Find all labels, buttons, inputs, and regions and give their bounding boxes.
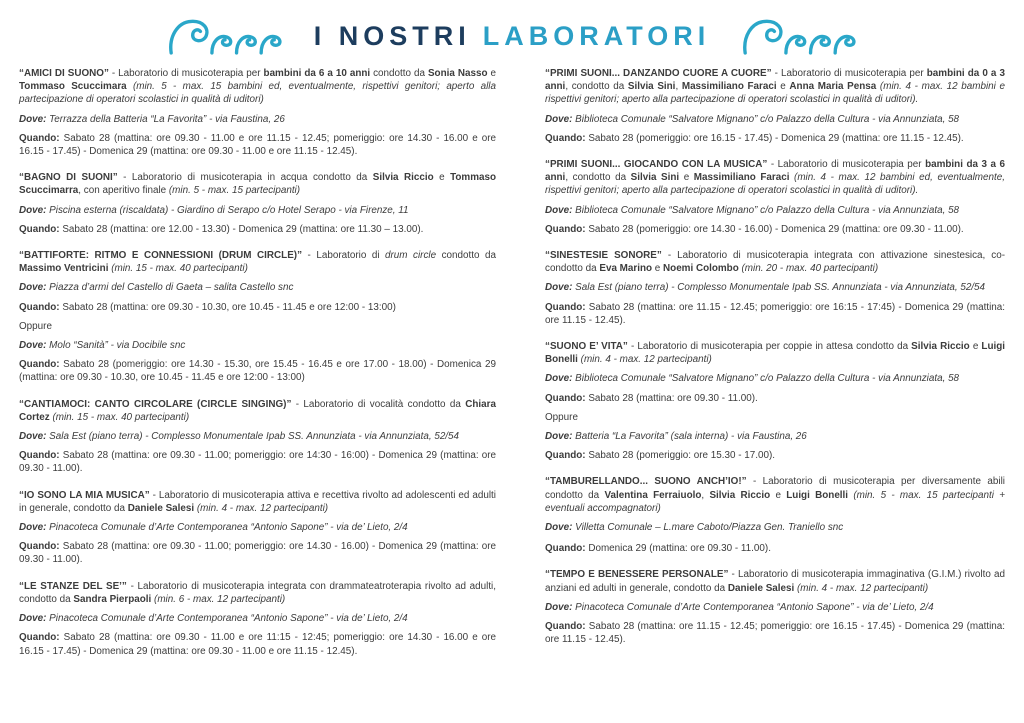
dove-paragraph xyxy=(545,113,1005,126)
text-run: , condotto da xyxy=(565,81,628,93)
workshop-section xyxy=(19,489,496,567)
text-run: Sabato 28 (mattina: ore 11.15 - 12.45; pomeriggio: ore 16.15 - 17.45) - Domenica 29 (mattina: ore 11.15 - 12.45). xyxy=(545,621,1005,646)
text-run: drum circle xyxy=(385,250,437,262)
workshop-section xyxy=(19,171,496,236)
text-run: Dove: xyxy=(19,204,47,216)
quando-paragraph xyxy=(545,620,1005,646)
text-run: e xyxy=(652,263,664,275)
text-run: Sabato 28 (mattina: ore 12.00 - 13.30) - Domenica 29 (mattina: ore 11.30 – 13.00). xyxy=(59,223,424,235)
text-run: bambini da 6 a 10 anni xyxy=(263,68,371,79)
text-run: Quando: xyxy=(19,359,60,371)
text-run: Eva Marino xyxy=(599,263,653,275)
dove-paragraph xyxy=(545,430,1005,443)
text-run: Sabato 28 (mattina: ore 11.15 - 12.45; pomeriggio: ore 16:15 - 17:45) - Domenica 29 (mattina: ore 11.15 - 12.45). xyxy=(545,301,1005,326)
text-run: Oppure xyxy=(19,320,52,332)
title-paragraph xyxy=(545,340,1005,366)
text-run: “SUONO E’ VITA” xyxy=(545,341,628,353)
text-run: e xyxy=(433,172,451,184)
text-run: - Laboratorio di musicoterapia immaginativa (G.I.M.) rivolto ad anziani ed adulti in generale, condotto da xyxy=(545,569,1005,594)
quando-paragraph xyxy=(545,392,1005,405)
workshop-section xyxy=(19,398,496,476)
quando-paragraph xyxy=(19,223,496,236)
dove-paragraph xyxy=(545,281,1005,294)
text-run: (min. 4 - max. 12 partecipanti) xyxy=(577,354,712,366)
quando-paragraph xyxy=(19,358,496,384)
text-run: Batteria “La Favorita” (sala interna) - via Faustina, 26 xyxy=(572,431,807,443)
text-run: , xyxy=(675,81,682,93)
quando-paragraph xyxy=(545,223,1005,236)
dove-paragraph xyxy=(545,601,1005,614)
text-run: Massimiliano Faraci xyxy=(681,81,777,93)
text-run: Quando: xyxy=(19,632,60,644)
title-paragraph xyxy=(545,475,1005,515)
text-run: Chiara Cortez xyxy=(19,398,496,423)
text-run: Biblioteca Comunale “Salvatore Mignano” c/o Palazzo della Cultura - via Annunziata, 58 xyxy=(572,204,960,216)
quando-paragraph xyxy=(545,132,1005,145)
text-run: condotto da xyxy=(436,250,496,262)
text-run: (min. 5 - max. 15 partecipanti + eventuali accompagnatori) xyxy=(545,489,1006,514)
dove-paragraph xyxy=(19,430,496,443)
text-run: Silvia Riccio xyxy=(911,341,970,353)
text-run: Dove: xyxy=(545,522,573,534)
workshop-section xyxy=(545,249,1005,327)
text-run: Quando: xyxy=(19,450,60,462)
title-paragraph xyxy=(545,158,1005,198)
dove-paragraph xyxy=(545,521,1005,534)
text-run: Luigi Bonelli xyxy=(786,489,849,501)
workshop-section xyxy=(19,67,496,158)
workshop-section xyxy=(545,158,1005,236)
text-run: Dove: xyxy=(545,373,573,385)
text-run: Sala Est (piano terra) - Complesso Monumentale Ipab SS. Annunziata - via Annunziata, 52/54 xyxy=(572,282,986,294)
text-run: - Laboratorio di musicoterapia attiva e recettiva rivolto ad adolescenti ed adulti in generale, condotto da xyxy=(19,489,496,514)
quando-paragraph xyxy=(545,542,1005,555)
text-run: Dove: xyxy=(19,282,47,294)
quando-paragraph xyxy=(545,449,1005,462)
title-paragraph xyxy=(19,580,496,606)
text-run: - Laboratorio di xyxy=(302,250,386,262)
text-run: Biblioteca Comunale “Salvatore Mignano” c/o Palazzo della Cultura - via Annunziata, 58 xyxy=(572,113,960,125)
right-column xyxy=(545,67,1005,671)
text-run: Molo “Sanità” - via Docibile snc xyxy=(46,340,186,352)
text-run: e xyxy=(776,81,790,93)
text-run: Piazza d’armi del Castello di Gaeta – salita Castello snc xyxy=(46,282,294,294)
text-run: Sabato 28 (mattina: ore 09.30 - 11.00). xyxy=(585,392,758,404)
text-run: Sabato 28 (mattina: ore 09.30 - 11.00; pomeriggio: ore 14:30 - 16:00) - Domenica 29 (mattina: ore 09.30 - 11.00). xyxy=(19,450,496,475)
text-run: (min. 6 - max. 12 partecipanti) xyxy=(151,593,286,605)
text-run: Sabato 28 (mattina: ore 09.30 - 11.00; pomeriggio: ore 14.30 - 16.00) - Domenica 29 (mattina: ore 09.30 - 11.00). xyxy=(19,541,496,566)
title-paragraph xyxy=(19,489,496,515)
title-part-light: LABORATORI xyxy=(482,20,711,51)
text-run: Sala Est (piano terra) - Complesso Monumentale Ipab SS. Annunziata - via Annunziata, 52/54 xyxy=(46,431,460,443)
text-run: Quando: xyxy=(19,541,60,553)
text-run: - Laboratorio di musicoterapia per xyxy=(767,159,926,171)
text-run: Silvia Riccio xyxy=(709,489,771,501)
workshop-section xyxy=(545,67,1005,145)
title-paragraph xyxy=(545,568,1005,594)
text-run: Quando: xyxy=(545,392,586,404)
text-run: “SINESTESIE SONORE” xyxy=(545,250,662,262)
text-run: Dove: xyxy=(19,113,47,125)
text-run: “LE STANZE DEL SE’” xyxy=(19,580,127,592)
text-run: Valentina Ferraiuolo xyxy=(604,489,702,501)
text-run: Biblioteca Comunale “Salvatore Mignano” c/o Palazzo della Cultura - via Annunziata, 58 xyxy=(572,373,960,385)
text-run: e xyxy=(487,68,496,79)
text-run: Quando: xyxy=(545,450,586,462)
text-run: Tommaso Scuccimarra xyxy=(19,172,496,197)
title-paragraph xyxy=(19,249,496,275)
text-run: e xyxy=(969,341,982,353)
text-run: Dove: xyxy=(19,431,47,443)
workshop-section xyxy=(19,580,496,658)
text-run: Dove: xyxy=(545,601,573,613)
text-run: Sabato 28 (pomeriggio: ore 14.30 - 15.30, ore 15.45 - 16.45 e ore 17.00 - 18.00) - Domenica 29 (mattina: ore 09.30 - 10.30, ore 10.45 - 11.45 e ore 12:00 - 13:00) xyxy=(19,359,496,384)
text-run: “IO SONO LA MIA MUSICA” xyxy=(19,489,150,501)
text-run: Dove: xyxy=(19,613,47,625)
text-run: Pinacoteca Comunale d’Arte Contemporanea “Antonio Sapone” - via de’ Lieto, 2/4 xyxy=(572,601,934,613)
text-run: Sabato 28 (mattina: ore 09.30 - 11.00 e ore 11.15 - 12.45; pomeriggio: ore 14.30 - 16.00 e ore 16.15 - 17.45) - Domenica 29 (mattina: ore 09.30 - 11.00 e ore 11.15 - 12.45). xyxy=(19,132,496,158)
text-run: Dove: xyxy=(545,113,573,125)
text-run: Dove: xyxy=(545,431,573,443)
text-run: Daniele Salesi xyxy=(727,582,795,594)
text-run: Villetta Comunale – L.mare Caboto/Piazza Gen. Traniello snc xyxy=(572,522,844,534)
text-run: Massimo Ventricini xyxy=(19,263,109,275)
text-run: e xyxy=(679,172,694,184)
text-run: Quando: xyxy=(545,621,586,633)
dove-paragraph xyxy=(545,204,1005,217)
quando-paragraph xyxy=(19,631,496,657)
dove-paragraph xyxy=(19,113,496,126)
text-run: Sabato 28 (pomeriggio: ore 15.30 - 17.00). xyxy=(585,450,775,462)
text-run: Tommaso Scuccimara xyxy=(19,81,127,93)
text-run: Oppure xyxy=(545,411,578,423)
text-run: Luigi Bonelli xyxy=(545,341,1006,366)
text-run: (min. 4 - max. 12 partecipanti) xyxy=(794,582,929,594)
text-run: condotto da xyxy=(370,68,428,79)
content-columns xyxy=(19,67,1005,671)
text-run: “PRIMI SUONI... DANZANDO CUORE A CUORE” xyxy=(545,68,772,79)
text-run: Massimiliano Faraci xyxy=(693,172,790,184)
text-run: Quando: xyxy=(19,132,60,144)
text-run: Noemi Colombo xyxy=(663,263,739,275)
text-run: Silvia Sini xyxy=(630,172,680,184)
wave-icon xyxy=(734,16,864,56)
text-run: - Laboratorio di vocalità condotto da xyxy=(291,398,466,410)
text-run: Dove: xyxy=(19,522,47,534)
text-run: - Laboratorio di musicoterapia per xyxy=(108,68,264,79)
title-paragraph xyxy=(19,171,496,197)
text-run: (min. 20 - max. 40 partecipanti) xyxy=(738,263,879,275)
text-run: Dove: xyxy=(545,204,573,216)
text-run: Quando: xyxy=(545,301,586,313)
workshop-section xyxy=(545,340,1005,462)
text-run: “TEMPO E BENESSERE PERSONALE” xyxy=(545,569,729,581)
text-run: , condotto da xyxy=(565,172,631,184)
text-run: Sabato 28 (mattina: ore 09.30 - 10.30, ore 10.45 - 11.45 e ore 12:00 - 13:00) xyxy=(59,301,396,313)
quando-paragraph xyxy=(545,301,1005,327)
text-run: Quando: xyxy=(19,223,60,235)
workshop-section xyxy=(545,568,1005,646)
title-paragraph xyxy=(19,67,496,107)
text-run: - Laboratorio di musicoterapia in acqua condotto da xyxy=(117,172,373,184)
wave-icon xyxy=(160,16,290,56)
text-run: Domenica 29 (mattina: ore 09.30 - 11.00). xyxy=(585,543,771,555)
text-run: “BATTIFORTE: RITMO E CONNESSIONI (DRUM CIRCLE)” xyxy=(19,250,303,262)
text-run: - Laboratorio di musicoterapia per xyxy=(771,68,927,79)
quando-paragraph xyxy=(19,540,496,566)
oppure-paragraph xyxy=(545,411,1005,424)
workshop-section xyxy=(545,475,1005,555)
text-run: (min. 5 - max. 15 partecipanti) xyxy=(168,185,301,197)
title-paragraph xyxy=(545,67,1005,107)
text-run: Quando: xyxy=(545,223,586,235)
text-run: “CANTIAMOCI: CANTO CIRCOLARE (CIRCLE SINGING)” xyxy=(19,398,292,410)
text-run: (min. 5 - max. 15 bambini ed, eventualmente, rispettivi genitori; aperto alla partecipazione di operatori scolastici in qualità di uditori) xyxy=(19,81,496,106)
text-run: “AMICI DI SUONO” xyxy=(19,68,109,79)
text-run: Pinacoteca Comunale d’Arte Contemporanea “Antonio Sapone” - via de’ Lieto, 2/4 xyxy=(46,613,408,625)
text-run: Piscina esterna (riscaldata) - Giardino di Serapo c/o Hotel Serapo - via Firenze, 11 xyxy=(46,204,409,216)
text-run: - Laboratorio di musicoterapia integrata con drammateatroterapia rivolto ad adulti, condotto da xyxy=(19,580,496,605)
dove-paragraph xyxy=(19,204,496,217)
quando-paragraph xyxy=(19,449,496,475)
text-run: bambini da 0 a 3 anni xyxy=(545,68,1005,93)
text-run: Daniele Salesi xyxy=(127,502,195,514)
text-run: Terrazza della Batteria “La Favorita” - via Faustina, 26 xyxy=(46,113,285,125)
text-run: bambini da 3 a 6 anni xyxy=(545,159,1005,184)
workshop-section xyxy=(19,249,496,385)
text-run: - Laboratorio di musicoterapia per diversamente abili condotto da xyxy=(545,476,1005,501)
dove-paragraph xyxy=(19,281,496,294)
text-run: - Laboratorio di musicoterapia integrata con attivazione sinestesica, co-condotto da xyxy=(545,250,1005,275)
dove-paragraph xyxy=(19,339,496,352)
text-run: Pinacoteca Comunale d’Arte Contemporanea “Antonio Sapone” - via de’ Lieto, 2/4 xyxy=(46,522,408,534)
text-run: Quando: xyxy=(545,543,586,555)
text-run: (min. 15 - max. 40 partecipanti) xyxy=(108,263,248,275)
text-run: e xyxy=(770,489,787,501)
text-run: Quando: xyxy=(545,132,586,144)
text-run: (min. 4 - max. 12 partecipanti) xyxy=(194,502,329,514)
dove-paragraph xyxy=(19,521,496,534)
text-run: Sabato 28 (mattina: ore 09.30 - 11.00 e ore 11:15 - 12:45; pomeriggio: ore 14.30 - 16.00 e ore 16.15 - 17.45) - Domenica 29 (mattina: ore 09.30 - 11.00 e ore 11.15 - 12.45). xyxy=(19,632,496,657)
text-run: (min. 4 - max. 12 bambini e rispettivi genitori; aperto alla partecipazione di operatori scolastici in qualità di uditori). xyxy=(545,81,1005,106)
title-paragraph xyxy=(19,398,496,424)
text-run: Sonia Nasso xyxy=(427,68,488,79)
text-run: Quando: xyxy=(19,301,60,313)
quando-paragraph xyxy=(19,132,496,158)
title-part-dark: I NOSTRI xyxy=(313,20,471,51)
text-run: “BAGNO DI SUONI” xyxy=(19,172,118,184)
text-run: Sandra Pierpaoli xyxy=(73,593,152,605)
page-header xyxy=(19,13,1005,59)
text-run: Sabato 28 (pomeriggio: ore 14.30 - 16.00) - Domenica 29 (mattina: ore 09.30 - 11.00). xyxy=(585,223,964,235)
text-run: - Laboratorio di musicoterapia per coppie in attesa condotto da xyxy=(627,341,912,353)
text-run: (min. 15 - max. 40 partecipanti) xyxy=(49,411,190,423)
text-run: , con aperitivo finale xyxy=(78,185,169,197)
dove-paragraph xyxy=(19,612,496,625)
text-run: , xyxy=(701,489,710,501)
text-run: Silvia Sini xyxy=(627,81,676,93)
text-run: Dove: xyxy=(545,282,573,294)
dove-paragraph xyxy=(545,372,1005,385)
oppure-paragraph xyxy=(19,320,496,333)
text-run: Silvia Riccio xyxy=(372,172,434,184)
text-run: “PRIMI SUONI... GIOCANDO CON LA MUSICA” xyxy=(545,159,768,171)
left-column xyxy=(19,67,496,671)
text-run: Sabato 28 (pomeriggio: ore 16.15 - 17.45) - Domenica 29 (mattina: ore 11.15 - 12.45). xyxy=(585,132,964,144)
text-run: Anna Maria Pensa xyxy=(789,81,877,93)
title-paragraph xyxy=(545,249,1005,275)
text-run: “TAMBURELLANDO... SUONO ANCH’IO!” xyxy=(545,476,747,488)
page-title xyxy=(313,20,711,51)
text-run: Dove: xyxy=(19,340,47,352)
text-run: (min. 4 - max. 12 bambini ed, eventualmente, rispettivi genitori; aperto alla partecipazione di operatori scolastici in qualità di uditori). xyxy=(545,172,1006,197)
quando-paragraph xyxy=(19,301,496,314)
